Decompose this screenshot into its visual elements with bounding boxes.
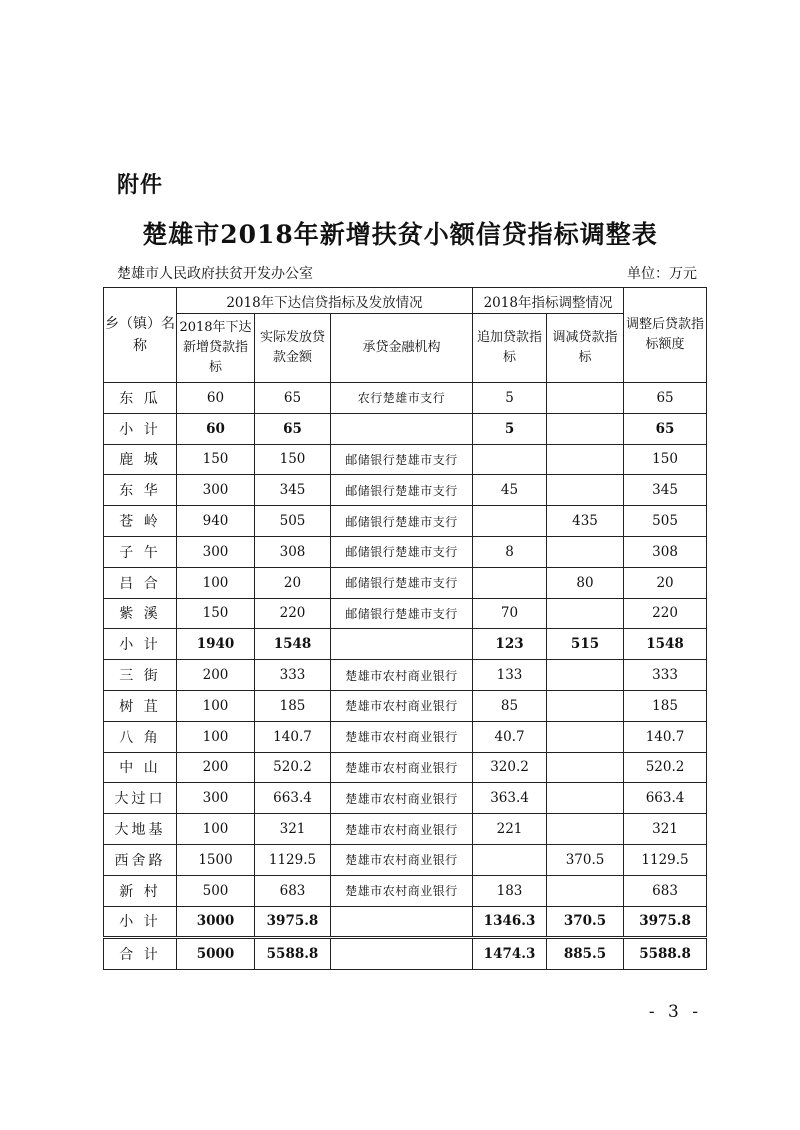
reduce-cell <box>547 413 624 444</box>
add-cell: 45 <box>473 475 547 506</box>
actual-cell: 505 <box>255 506 331 537</box>
actual-cell: 308 <box>255 536 331 567</box>
new-index-cell: 60 <box>177 413 255 444</box>
town-cell: 紫 溪 <box>104 598 177 629</box>
add-cell: 221 <box>473 814 547 845</box>
reduce-cell <box>547 598 624 629</box>
add-cell: 5 <box>473 383 547 414</box>
add-cell <box>473 844 547 875</box>
final-cell: 520.2 <box>624 752 707 783</box>
table-row <box>104 506 707 537</box>
table-row <box>104 444 707 475</box>
town-cell: 合 计 <box>104 938 177 970</box>
town-cell: 东 瓜 <box>104 383 177 414</box>
reduce-cell: 515 <box>547 629 624 660</box>
actual-cell: 185 <box>255 690 331 721</box>
bank-cell: 楚雄市农村商业银行 <box>331 844 473 875</box>
reduce-cell <box>547 721 624 752</box>
bank-cell: 楚雄市农村商业银行 <box>331 690 473 721</box>
reduce-cell <box>547 814 624 845</box>
bank-cell: 楚雄市农村商业银行 <box>331 721 473 752</box>
final-cell: 308 <box>624 536 707 567</box>
reduce-cell: 435 <box>547 506 624 537</box>
actual-cell: 1129.5 <box>255 844 331 875</box>
actual-cell: 1548 <box>255 629 331 660</box>
town-cell: 东 华 <box>104 475 177 506</box>
table-row <box>104 783 707 814</box>
actual-cell: 3975.8 <box>255 906 331 938</box>
town-cell: 三 街 <box>104 660 177 691</box>
new-index-cell: 100 <box>177 814 255 845</box>
final-cell: 683 <box>624 875 707 906</box>
table-row <box>104 752 707 783</box>
actual-cell: 345 <box>255 475 331 506</box>
town-cell: 西舍路 <box>104 844 177 875</box>
table-row <box>104 844 707 875</box>
town-cell: 树 苴 <box>104 690 177 721</box>
final-cell: 1548 <box>624 629 707 660</box>
table-row <box>104 475 707 506</box>
final-cell: 1129.5 <box>624 844 707 875</box>
actual-cell: 140.7 <box>255 721 331 752</box>
bank-cell: 邮储银行楚雄市支行 <box>331 598 473 629</box>
header-actual: 实际发放贷款金额 <box>255 314 331 383</box>
new-index-cell: 60 <box>177 383 255 414</box>
add-cell: 133 <box>473 660 547 691</box>
subtotal-row <box>104 906 707 938</box>
add-cell: 85 <box>473 690 547 721</box>
actual-cell: 5588.8 <box>255 938 331 970</box>
final-cell: 345 <box>624 475 707 506</box>
town-cell: 新 村 <box>104 875 177 906</box>
add-cell: 40.7 <box>473 721 547 752</box>
bank-cell: 邮储银行楚雄市支行 <box>331 444 473 475</box>
final-cell: 140.7 <box>624 721 707 752</box>
new-index-cell: 100 <box>177 567 255 598</box>
actual-cell: 65 <box>255 413 331 444</box>
reduce-cell: 370.5 <box>547 844 624 875</box>
subtotal-row <box>104 413 707 444</box>
bank-cell: 农行楚雄市支行 <box>331 383 473 414</box>
town-cell: 鹿 城 <box>104 444 177 475</box>
bank-cell: 楚雄市农村商业银行 <box>331 752 473 783</box>
bank-cell: 邮储银行楚雄市支行 <box>331 506 473 537</box>
subtotal-row <box>104 629 707 660</box>
actual-cell: 321 <box>255 814 331 845</box>
new-index-cell: 300 <box>177 475 255 506</box>
town-cell: 小 计 <box>104 413 177 444</box>
header-bank: 承贷金融机构 <box>331 314 473 383</box>
unit-label: 单位：万元 <box>627 266 697 282</box>
table-row <box>104 660 707 691</box>
bank-cell: 邮储银行楚雄市支行 <box>331 536 473 567</box>
new-index-cell: 1940 <box>177 629 255 660</box>
table-row <box>104 536 707 567</box>
new-index-cell: 300 <box>177 783 255 814</box>
add-cell <box>473 444 547 475</box>
final-cell: 65 <box>624 383 707 414</box>
header-town: 乡（镇）名称 <box>104 288 177 383</box>
add-cell <box>473 567 547 598</box>
reduce-cell <box>547 752 624 783</box>
attachment-label: 附件 <box>117 173 164 198</box>
reduce-cell: 80 <box>547 567 624 598</box>
bank-cell: 邮储银行楚雄市支行 <box>331 567 473 598</box>
town-cell: 吕 合 <box>104 567 177 598</box>
town-cell: 子 午 <box>104 536 177 567</box>
reduce-cell <box>547 444 624 475</box>
table-row <box>104 875 707 906</box>
header-add: 追加贷款指标 <box>473 314 547 383</box>
actual-cell: 65 <box>255 383 331 414</box>
town-cell: 八 角 <box>104 721 177 752</box>
final-cell: 20 <box>624 567 707 598</box>
issuer: 楚雄市人民政府扶贫开发办公室 <box>117 266 313 282</box>
final-cell: 3975.8 <box>624 906 707 938</box>
add-cell: 70 <box>473 598 547 629</box>
new-index-cell: 300 <box>177 536 255 567</box>
actual-cell: 20 <box>255 567 331 598</box>
final-cell: 321 <box>624 814 707 845</box>
town-cell: 小 计 <box>104 629 177 660</box>
page-number: - 3 - <box>648 1002 702 1022</box>
bank-cell <box>331 413 473 444</box>
bank-cell: 楚雄市农村商业银行 <box>331 814 473 845</box>
add-cell: 123 <box>473 629 547 660</box>
town-cell: 中 山 <box>104 752 177 783</box>
table-row <box>104 690 707 721</box>
reduce-cell: 370.5 <box>547 906 624 938</box>
final-cell: 663.4 <box>624 783 707 814</box>
new-index-cell: 200 <box>177 752 255 783</box>
town-cell: 大地基 <box>104 814 177 845</box>
bank-cell: 楚雄市农村商业银行 <box>331 783 473 814</box>
new-index-cell: 150 <box>177 598 255 629</box>
final-cell: 333 <box>624 660 707 691</box>
actual-cell: 150 <box>255 444 331 475</box>
bank-cell <box>331 906 473 938</box>
bank-cell: 邮储银行楚雄市支行 <box>331 475 473 506</box>
new-index-cell: 3000 <box>177 906 255 938</box>
page-title: 楚雄市2018年新增扶贫小额信贷指标调整表 <box>142 220 658 249</box>
header-group-2018: 2018年下达信贷指标及发放情况 <box>177 288 473 314</box>
bank-cell: 楚雄市农村商业银行 <box>331 875 473 906</box>
add-cell: 320.2 <box>473 752 547 783</box>
header-group-adjust: 2018年指标调整情况 <box>473 288 624 314</box>
table-row <box>104 721 707 752</box>
actual-cell: 683 <box>255 875 331 906</box>
new-index-cell: 150 <box>177 444 255 475</box>
town-cell: 大过口 <box>104 783 177 814</box>
final-cell: 150 <box>624 444 707 475</box>
total-row <box>104 938 707 970</box>
table-row <box>104 567 707 598</box>
bank-cell <box>331 938 473 970</box>
add-cell: 1346.3 <box>473 906 547 938</box>
new-index-cell: 500 <box>177 875 255 906</box>
reduce-cell <box>547 660 624 691</box>
table-body <box>104 383 707 970</box>
bank-cell: 楚雄市农村商业银行 <box>331 660 473 691</box>
reduce-cell <box>547 475 624 506</box>
new-index-cell: 200 <box>177 660 255 691</box>
final-cell: 220 <box>624 598 707 629</box>
new-index-cell: 5000 <box>177 938 255 970</box>
add-cell: 183 <box>473 875 547 906</box>
reduce-cell <box>547 783 624 814</box>
final-cell: 185 <box>624 690 707 721</box>
actual-cell: 333 <box>255 660 331 691</box>
final-cell: 65 <box>624 413 707 444</box>
new-index-cell: 100 <box>177 690 255 721</box>
reduce-cell <box>547 875 624 906</box>
reduce-cell <box>547 536 624 567</box>
add-cell <box>473 506 547 537</box>
actual-cell: 520.2 <box>255 752 331 783</box>
bank-cell <box>331 629 473 660</box>
adjustment-table <box>103 287 707 970</box>
add-cell: 363.4 <box>473 783 547 814</box>
town-cell: 苍 岭 <box>104 506 177 537</box>
new-index-cell: 940 <box>177 506 255 537</box>
town-cell: 小 计 <box>104 906 177 938</box>
add-cell: 1474.3 <box>473 938 547 970</box>
table-row <box>104 383 707 414</box>
reduce-cell <box>547 383 624 414</box>
add-cell: 8 <box>473 536 547 567</box>
final-cell: 505 <box>624 506 707 537</box>
reduce-cell <box>547 690 624 721</box>
header-final: 调整后贷款指标额度 <box>624 288 707 383</box>
add-cell: 5 <box>473 413 547 444</box>
header-reduce: 调减贷款指标 <box>547 314 624 383</box>
reduce-cell: 885.5 <box>547 938 624 970</box>
final-cell: 5588.8 <box>624 938 707 970</box>
actual-cell: 220 <box>255 598 331 629</box>
new-index-cell: 100 <box>177 721 255 752</box>
table-row <box>104 598 707 629</box>
new-index-cell: 1500 <box>177 844 255 875</box>
table-row <box>104 814 707 845</box>
header-new-index: 2018年下达新增贷款指标 <box>177 314 255 383</box>
actual-cell: 663.4 <box>255 783 331 814</box>
